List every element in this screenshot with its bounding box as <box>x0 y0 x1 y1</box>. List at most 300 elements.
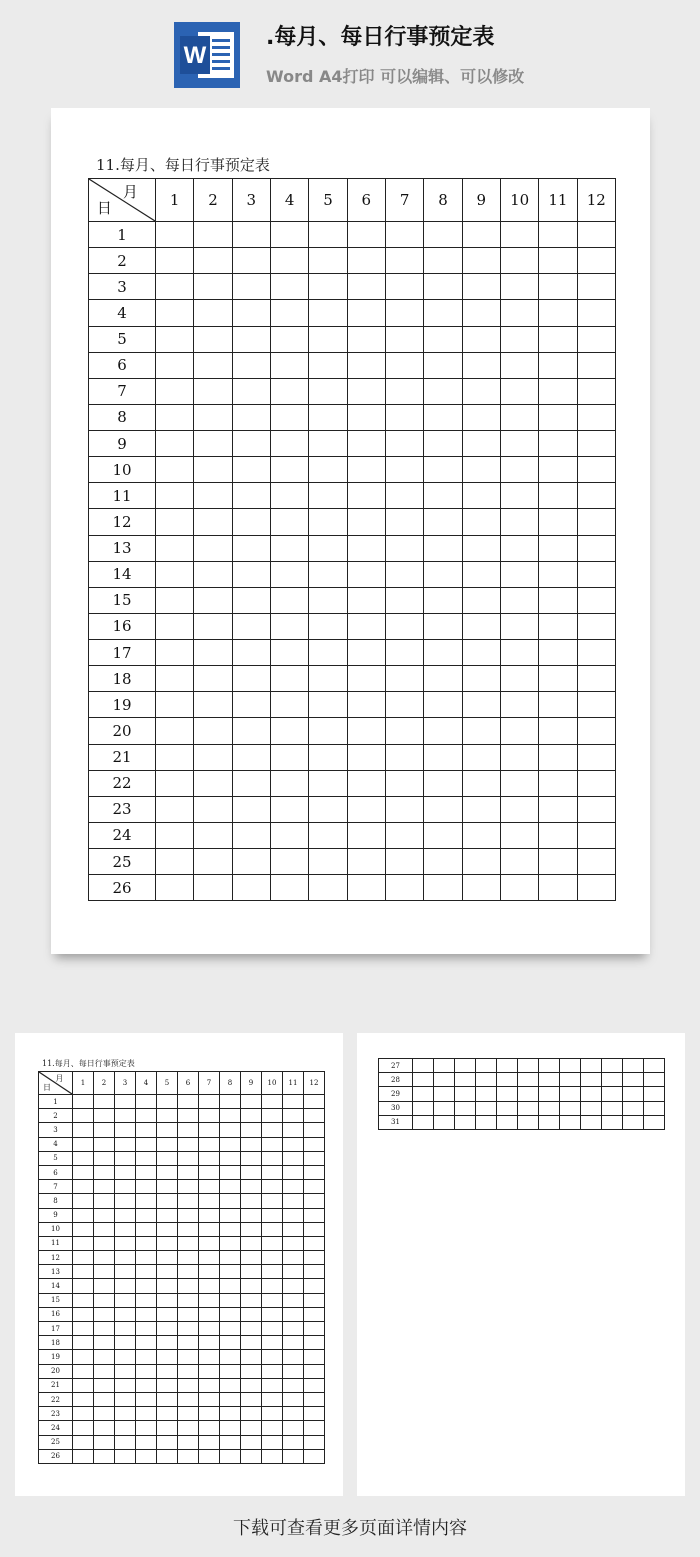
schedule-entry-cell[interactable] <box>73 1336 94 1350</box>
schedule-entry-cell[interactable] <box>270 770 308 796</box>
schedule-entry-cell[interactable] <box>304 1151 325 1165</box>
schedule-entry-cell[interactable] <box>602 1059 623 1073</box>
schedule-entry-cell[interactable] <box>500 300 538 326</box>
schedule-entry-cell[interactable] <box>462 849 500 875</box>
schedule-entry-cell[interactable] <box>455 1087 476 1101</box>
schedule-entry-cell[interactable] <box>262 1364 283 1378</box>
schedule-entry-cell[interactable] <box>270 300 308 326</box>
schedule-entry-cell[interactable] <box>539 822 577 848</box>
schedule-entry-cell[interactable] <box>577 326 615 352</box>
schedule-entry-cell[interactable] <box>194 692 232 718</box>
schedule-entry-cell[interactable] <box>94 1251 115 1265</box>
schedule-entry-cell[interactable] <box>434 1073 455 1087</box>
schedule-entry-cell[interactable] <box>500 326 538 352</box>
schedule-entry-cell[interactable] <box>539 483 577 509</box>
schedule-entry-cell[interactable] <box>283 1151 304 1165</box>
schedule-entry-cell[interactable] <box>304 1265 325 1279</box>
schedule-entry-cell[interactable] <box>385 509 423 535</box>
schedule-entry-cell[interactable] <box>115 1151 136 1165</box>
schedule-entry-cell[interactable] <box>241 1137 262 1151</box>
schedule-entry-cell[interactable] <box>462 431 500 457</box>
schedule-entry-cell[interactable] <box>413 1087 434 1101</box>
schedule-entry-cell[interactable] <box>73 1208 94 1222</box>
schedule-entry-cell[interactable] <box>476 1101 497 1115</box>
schedule-entry-cell[interactable] <box>220 1151 241 1165</box>
schedule-entry-cell[interactable] <box>194 849 232 875</box>
schedule-entry-cell[interactable] <box>304 1208 325 1222</box>
schedule-entry-cell[interactable] <box>385 770 423 796</box>
schedule-entry-cell[interactable] <box>94 1322 115 1336</box>
schedule-entry-cell[interactable] <box>424 666 462 692</box>
schedule-entry-cell[interactable] <box>304 1236 325 1250</box>
schedule-entry-cell[interactable] <box>194 744 232 770</box>
schedule-entry-cell[interactable] <box>199 1194 220 1208</box>
schedule-entry-cell[interactable] <box>424 457 462 483</box>
schedule-entry-cell[interactable] <box>199 1208 220 1222</box>
schedule-entry-cell[interactable] <box>347 718 385 744</box>
schedule-entry-cell[interactable] <box>220 1293 241 1307</box>
schedule-entry-cell[interactable] <box>115 1180 136 1194</box>
schedule-entry-cell[interactable] <box>347 849 385 875</box>
schedule-entry-cell[interactable] <box>385 613 423 639</box>
schedule-entry-cell[interactable] <box>241 1236 262 1250</box>
schedule-entry-cell[interactable] <box>115 1095 136 1109</box>
schedule-entry-cell[interactable] <box>94 1109 115 1123</box>
schedule-entry-cell[interactable] <box>73 1251 94 1265</box>
schedule-entry-cell[interactable] <box>262 1322 283 1336</box>
schedule-entry-cell[interactable] <box>304 1407 325 1421</box>
schedule-entry-cell[interactable] <box>157 1392 178 1406</box>
schedule-entry-cell[interactable] <box>94 1265 115 1279</box>
schedule-entry-cell[interactable] <box>73 1151 94 1165</box>
schedule-entry-cell[interactable] <box>199 1137 220 1151</box>
schedule-entry-cell[interactable] <box>462 300 500 326</box>
schedule-entry-cell[interactable] <box>385 744 423 770</box>
schedule-entry-cell[interactable] <box>232 561 270 587</box>
schedule-entry-cell[interactable] <box>283 1364 304 1378</box>
page-preview-main[interactable] <box>51 108 650 954</box>
schedule-entry-cell[interactable] <box>220 1222 241 1236</box>
schedule-entry-cell[interactable] <box>220 1336 241 1350</box>
schedule-entry-cell[interactable] <box>115 1421 136 1435</box>
schedule-entry-cell[interactable] <box>304 1109 325 1123</box>
schedule-entry-cell[interactable] <box>220 1236 241 1250</box>
schedule-entry-cell[interactable] <box>500 561 538 587</box>
schedule-entry-cell[interactable] <box>283 1392 304 1406</box>
schedule-entry-cell[interactable] <box>199 1222 220 1236</box>
schedule-entry-cell[interactable] <box>241 1350 262 1364</box>
schedule-entry-cell[interactable] <box>304 1364 325 1378</box>
schedule-entry-cell[interactable] <box>309 718 347 744</box>
schedule-entry-cell[interactable] <box>500 457 538 483</box>
schedule-entry-cell[interactable] <box>94 1123 115 1137</box>
schedule-entry-cell[interactable] <box>462 483 500 509</box>
schedule-entry-cell[interactable] <box>500 822 538 848</box>
schedule-entry-cell[interactable] <box>136 1194 157 1208</box>
schedule-entry-cell[interactable] <box>270 378 308 404</box>
schedule-entry-cell[interactable] <box>283 1336 304 1350</box>
schedule-entry-cell[interactable] <box>497 1115 518 1129</box>
schedule-entry-cell[interactable] <box>73 1194 94 1208</box>
schedule-entry-cell[interactable] <box>270 587 308 613</box>
schedule-entry-cell[interactable] <box>283 1251 304 1265</box>
schedule-entry-cell[interactable] <box>462 509 500 535</box>
schedule-entry-cell[interactable] <box>304 1194 325 1208</box>
schedule-entry-cell[interactable] <box>283 1449 304 1463</box>
schedule-entry-cell[interactable] <box>347 770 385 796</box>
schedule-entry-cell[interactable] <box>539 875 577 901</box>
schedule-entry-cell[interactable] <box>602 1115 623 1129</box>
schedule-entry-cell[interactable] <box>347 822 385 848</box>
schedule-entry-cell[interactable] <box>194 875 232 901</box>
schedule-entry-cell[interactable] <box>232 378 270 404</box>
schedule-entry-cell[interactable] <box>539 744 577 770</box>
schedule-entry-cell[interactable] <box>539 718 577 744</box>
schedule-entry-cell[interactable] <box>462 561 500 587</box>
schedule-entry-cell[interactable] <box>94 1407 115 1421</box>
schedule-entry-cell[interactable] <box>232 587 270 613</box>
schedule-entry-cell[interactable] <box>156 274 194 300</box>
schedule-entry-cell[interactable] <box>539 326 577 352</box>
schedule-entry-cell[interactable] <box>581 1059 602 1073</box>
schedule-entry-cell[interactable] <box>220 1180 241 1194</box>
schedule-entry-cell[interactable] <box>424 352 462 378</box>
schedule-entry-cell[interactable] <box>194 561 232 587</box>
schedule-entry-cell[interactable] <box>262 1208 283 1222</box>
schedule-entry-cell[interactable] <box>157 1279 178 1293</box>
schedule-entry-cell[interactable] <box>157 1307 178 1321</box>
schedule-entry-cell[interactable] <box>283 1421 304 1435</box>
schedule-entry-cell[interactable] <box>157 1137 178 1151</box>
schedule-entry-cell[interactable] <box>347 535 385 561</box>
schedule-entry-cell[interactable] <box>500 378 538 404</box>
schedule-entry-cell[interactable] <box>577 404 615 430</box>
schedule-entry-cell[interactable] <box>644 1073 665 1087</box>
schedule-entry-cell[interactable] <box>577 849 615 875</box>
schedule-entry-cell[interactable] <box>304 1095 325 1109</box>
schedule-entry-cell[interactable] <box>577 378 615 404</box>
schedule-entry-cell[interactable] <box>304 1392 325 1406</box>
schedule-entry-cell[interactable] <box>500 666 538 692</box>
schedule-entry-cell[interactable] <box>94 1435 115 1449</box>
schedule-entry-cell[interactable] <box>156 613 194 639</box>
schedule-entry-cell[interactable] <box>220 1364 241 1378</box>
schedule-entry-cell[interactable] <box>194 326 232 352</box>
schedule-entry-cell[interactable] <box>241 1180 262 1194</box>
schedule-entry-cell[interactable] <box>500 404 538 430</box>
schedule-entry-cell[interactable] <box>577 535 615 561</box>
schedule-entry-cell[interactable] <box>178 1322 199 1336</box>
schedule-entry-cell[interactable] <box>194 640 232 666</box>
schedule-entry-cell[interactable] <box>644 1059 665 1073</box>
schedule-entry-cell[interactable] <box>476 1059 497 1073</box>
schedule-entry-cell[interactable] <box>199 1279 220 1293</box>
schedule-entry-cell[interactable] <box>94 1307 115 1321</box>
schedule-entry-cell[interactable] <box>577 666 615 692</box>
schedule-entry-cell[interactable] <box>518 1087 539 1101</box>
schedule-entry-cell[interactable] <box>385 822 423 848</box>
schedule-entry-cell[interactable] <box>500 483 538 509</box>
schedule-entry-cell[interactable] <box>220 1435 241 1449</box>
schedule-entry-cell[interactable] <box>283 1435 304 1449</box>
schedule-entry-cell[interactable] <box>539 457 577 483</box>
schedule-entry-cell[interactable] <box>73 1421 94 1435</box>
schedule-entry-cell[interactable] <box>539 248 577 274</box>
schedule-entry-cell[interactable] <box>199 1180 220 1194</box>
schedule-entry-cell[interactable] <box>347 326 385 352</box>
schedule-entry-cell[interactable] <box>241 1123 262 1137</box>
schedule-entry-cell[interactable] <box>347 692 385 718</box>
schedule-entry-cell[interactable] <box>424 561 462 587</box>
schedule-entry-cell[interactable] <box>283 1109 304 1123</box>
schedule-entry-cell[interactable] <box>115 1265 136 1279</box>
schedule-entry-cell[interactable] <box>283 1350 304 1364</box>
schedule-entry-cell[interactable] <box>424 431 462 457</box>
schedule-entry-cell[interactable] <box>94 1279 115 1293</box>
schedule-entry-cell[interactable] <box>539 274 577 300</box>
schedule-entry-cell[interactable] <box>232 509 270 535</box>
schedule-entry-cell[interactable] <box>385 378 423 404</box>
schedule-entry-cell[interactable] <box>309 587 347 613</box>
schedule-entry-cell[interactable] <box>220 1421 241 1435</box>
schedule-entry-cell[interactable] <box>115 1350 136 1364</box>
schedule-entry-cell[interactable] <box>262 1279 283 1293</box>
schedule-entry-cell[interactable] <box>194 352 232 378</box>
schedule-entry-cell[interactable] <box>424 404 462 430</box>
schedule-entry-cell[interactable] <box>220 1194 241 1208</box>
schedule-entry-cell[interactable] <box>115 1109 136 1123</box>
schedule-entry-cell[interactable] <box>602 1101 623 1115</box>
schedule-entry-cell[interactable] <box>518 1101 539 1115</box>
schedule-entry-cell[interactable] <box>156 822 194 848</box>
schedule-entry-cell[interactable] <box>94 1392 115 1406</box>
schedule-entry-cell[interactable] <box>424 248 462 274</box>
schedule-entry-cell[interactable] <box>136 1265 157 1279</box>
schedule-entry-cell[interactable] <box>309 744 347 770</box>
schedule-entry-cell[interactable] <box>232 796 270 822</box>
schedule-entry-cell[interactable] <box>434 1087 455 1101</box>
schedule-entry-cell[interactable] <box>304 1279 325 1293</box>
schedule-entry-cell[interactable] <box>602 1073 623 1087</box>
schedule-entry-cell[interactable] <box>577 587 615 613</box>
schedule-entry-cell[interactable] <box>220 1109 241 1123</box>
schedule-entry-cell[interactable] <box>136 1336 157 1350</box>
schedule-entry-cell[interactable] <box>462 404 500 430</box>
schedule-entry-cell[interactable] <box>497 1073 518 1087</box>
schedule-entry-cell[interactable] <box>539 1073 560 1087</box>
schedule-entry-cell[interactable] <box>136 1208 157 1222</box>
schedule-entry-cell[interactable] <box>309 326 347 352</box>
schedule-entry-cell[interactable] <box>577 875 615 901</box>
schedule-entry-cell[interactable] <box>232 613 270 639</box>
schedule-entry-cell[interactable] <box>232 640 270 666</box>
schedule-entry-cell[interactable] <box>262 1307 283 1321</box>
schedule-entry-cell[interactable] <box>347 300 385 326</box>
schedule-entry-cell[interactable] <box>644 1087 665 1101</box>
schedule-entry-cell[interactable] <box>539 561 577 587</box>
schedule-entry-cell[interactable] <box>283 1279 304 1293</box>
schedule-entry-cell[interactable] <box>115 1165 136 1179</box>
schedule-entry-cell[interactable] <box>73 1222 94 1236</box>
schedule-entry-cell[interactable] <box>577 796 615 822</box>
schedule-entry-cell[interactable] <box>73 1165 94 1179</box>
schedule-entry-cell[interactable] <box>413 1073 434 1087</box>
schedule-entry-cell[interactable] <box>270 404 308 430</box>
schedule-entry-cell[interactable] <box>232 404 270 430</box>
schedule-entry-cell[interactable] <box>577 770 615 796</box>
schedule-entry-cell[interactable] <box>283 1293 304 1307</box>
schedule-entry-cell[interactable] <box>136 1151 157 1165</box>
schedule-entry-cell[interactable] <box>232 875 270 901</box>
schedule-entry-cell[interactable] <box>136 1123 157 1137</box>
schedule-entry-cell[interactable] <box>347 222 385 248</box>
schedule-entry-cell[interactable] <box>199 1350 220 1364</box>
schedule-entry-cell[interactable] <box>115 1236 136 1250</box>
schedule-entry-cell[interactable] <box>462 822 500 848</box>
schedule-entry-cell[interactable] <box>157 1165 178 1179</box>
schedule-entry-cell[interactable] <box>385 274 423 300</box>
schedule-entry-cell[interactable] <box>178 1165 199 1179</box>
schedule-entry-cell[interactable] <box>194 431 232 457</box>
schedule-entry-cell[interactable] <box>309 352 347 378</box>
schedule-entry-cell[interactable] <box>270 509 308 535</box>
schedule-entry-cell[interactable] <box>385 875 423 901</box>
schedule-entry-cell[interactable] <box>220 1378 241 1392</box>
schedule-entry-cell[interactable] <box>424 274 462 300</box>
schedule-entry-cell[interactable] <box>241 1435 262 1449</box>
schedule-entry-cell[interactable] <box>385 561 423 587</box>
schedule-entry-cell[interactable] <box>156 770 194 796</box>
schedule-entry-cell[interactable] <box>500 431 538 457</box>
schedule-entry-cell[interactable] <box>241 1095 262 1109</box>
schedule-entry-cell[interactable] <box>270 666 308 692</box>
schedule-entry-cell[interactable] <box>94 1165 115 1179</box>
schedule-entry-cell[interactable] <box>241 1165 262 1179</box>
schedule-entry-cell[interactable] <box>73 1407 94 1421</box>
schedule-entry-cell[interactable] <box>199 1095 220 1109</box>
schedule-entry-cell[interactable] <box>157 1364 178 1378</box>
schedule-entry-cell[interactable] <box>262 1336 283 1350</box>
schedule-entry-cell[interactable] <box>309 509 347 535</box>
schedule-entry-cell[interactable] <box>199 1407 220 1421</box>
schedule-entry-cell[interactable] <box>347 378 385 404</box>
schedule-entry-cell[interactable] <box>241 1151 262 1165</box>
schedule-entry-cell[interactable] <box>304 1165 325 1179</box>
schedule-entry-cell[interactable] <box>462 457 500 483</box>
schedule-entry-cell[interactable] <box>73 1449 94 1463</box>
schedule-entry-cell[interactable] <box>623 1073 644 1087</box>
schedule-entry-cell[interactable] <box>241 1194 262 1208</box>
schedule-entry-cell[interactable] <box>539 352 577 378</box>
schedule-entry-cell[interactable] <box>178 1449 199 1463</box>
schedule-entry-cell[interactable] <box>199 1293 220 1307</box>
schedule-entry-cell[interactable] <box>500 875 538 901</box>
schedule-entry-cell[interactable] <box>156 509 194 535</box>
schedule-entry-cell[interactable] <box>241 1109 262 1123</box>
schedule-entry-cell[interactable] <box>199 1449 220 1463</box>
schedule-entry-cell[interactable] <box>462 692 500 718</box>
schedule-entry-cell[interactable] <box>157 1236 178 1250</box>
schedule-entry-cell[interactable] <box>577 640 615 666</box>
schedule-entry-cell[interactable] <box>500 613 538 639</box>
schedule-entry-cell[interactable] <box>157 1350 178 1364</box>
schedule-entry-cell[interactable] <box>539 1087 560 1101</box>
schedule-entry-cell[interactable] <box>199 1236 220 1250</box>
schedule-entry-cell[interactable] <box>539 849 577 875</box>
schedule-entry-cell[interactable] <box>560 1115 581 1129</box>
schedule-entry-cell[interactable] <box>94 1208 115 1222</box>
schedule-entry-cell[interactable] <box>270 875 308 901</box>
schedule-entry-cell[interactable] <box>178 1123 199 1137</box>
schedule-entry-cell[interactable] <box>539 796 577 822</box>
schedule-entry-cell[interactable] <box>270 352 308 378</box>
schedule-entry-cell[interactable] <box>115 1194 136 1208</box>
schedule-entry-cell[interactable] <box>500 770 538 796</box>
schedule-entry-cell[interactable] <box>194 457 232 483</box>
schedule-entry-cell[interactable] <box>581 1087 602 1101</box>
schedule-entry-cell[interactable] <box>241 1293 262 1307</box>
schedule-entry-cell[interactable] <box>304 1251 325 1265</box>
schedule-entry-cell[interactable] <box>157 1095 178 1109</box>
schedule-entry-cell[interactable] <box>385 587 423 613</box>
schedule-entry-cell[interactable] <box>73 1109 94 1123</box>
schedule-entry-cell[interactable] <box>94 1449 115 1463</box>
schedule-entry-cell[interactable] <box>232 822 270 848</box>
schedule-entry-cell[interactable] <box>283 1180 304 1194</box>
schedule-entry-cell[interactable] <box>581 1115 602 1129</box>
schedule-entry-cell[interactable] <box>270 822 308 848</box>
schedule-entry-cell[interactable] <box>577 248 615 274</box>
schedule-entry-cell[interactable] <box>241 1364 262 1378</box>
schedule-entry-cell[interactable] <box>136 1407 157 1421</box>
schedule-entry-cell[interactable] <box>241 1208 262 1222</box>
schedule-entry-cell[interactable] <box>462 326 500 352</box>
schedule-entry-cell[interactable] <box>500 274 538 300</box>
schedule-entry-cell[interactable] <box>560 1087 581 1101</box>
schedule-entry-cell[interactable] <box>73 1180 94 1194</box>
schedule-entry-cell[interactable] <box>220 1123 241 1137</box>
schedule-entry-cell[interactable] <box>157 1123 178 1137</box>
schedule-entry-cell[interactable] <box>462 274 500 300</box>
schedule-entry-cell[interactable] <box>270 222 308 248</box>
schedule-entry-cell[interactable] <box>220 1350 241 1364</box>
page-thumbnail-1[interactable] <box>15 1033 343 1496</box>
schedule-entry-cell[interactable] <box>94 1151 115 1165</box>
schedule-entry-cell[interactable] <box>136 1095 157 1109</box>
schedule-entry-cell[interactable] <box>232 692 270 718</box>
schedule-entry-cell[interactable] <box>476 1087 497 1101</box>
schedule-entry-cell[interactable] <box>178 1407 199 1421</box>
schedule-entry-cell[interactable] <box>347 509 385 535</box>
schedule-entry-cell[interactable] <box>157 1208 178 1222</box>
schedule-entry-cell[interactable] <box>539 1101 560 1115</box>
schedule-entry-cell[interactable] <box>232 457 270 483</box>
schedule-entry-cell[interactable] <box>199 1307 220 1321</box>
schedule-entry-cell[interactable] <box>220 1165 241 1179</box>
schedule-entry-cell[interactable] <box>178 1421 199 1435</box>
schedule-entry-cell[interactable] <box>270 431 308 457</box>
schedule-entry-cell[interactable] <box>347 640 385 666</box>
schedule-entry-cell[interactable] <box>262 1123 283 1137</box>
schedule-entry-cell[interactable] <box>385 404 423 430</box>
schedule-entry-cell[interactable] <box>304 1350 325 1364</box>
schedule-entry-cell[interactable] <box>462 378 500 404</box>
schedule-entry-cell[interactable] <box>156 222 194 248</box>
schedule-entry-cell[interactable] <box>385 535 423 561</box>
schedule-entry-cell[interactable] <box>347 483 385 509</box>
schedule-entry-cell[interactable] <box>136 1307 157 1321</box>
schedule-entry-cell[interactable] <box>462 352 500 378</box>
